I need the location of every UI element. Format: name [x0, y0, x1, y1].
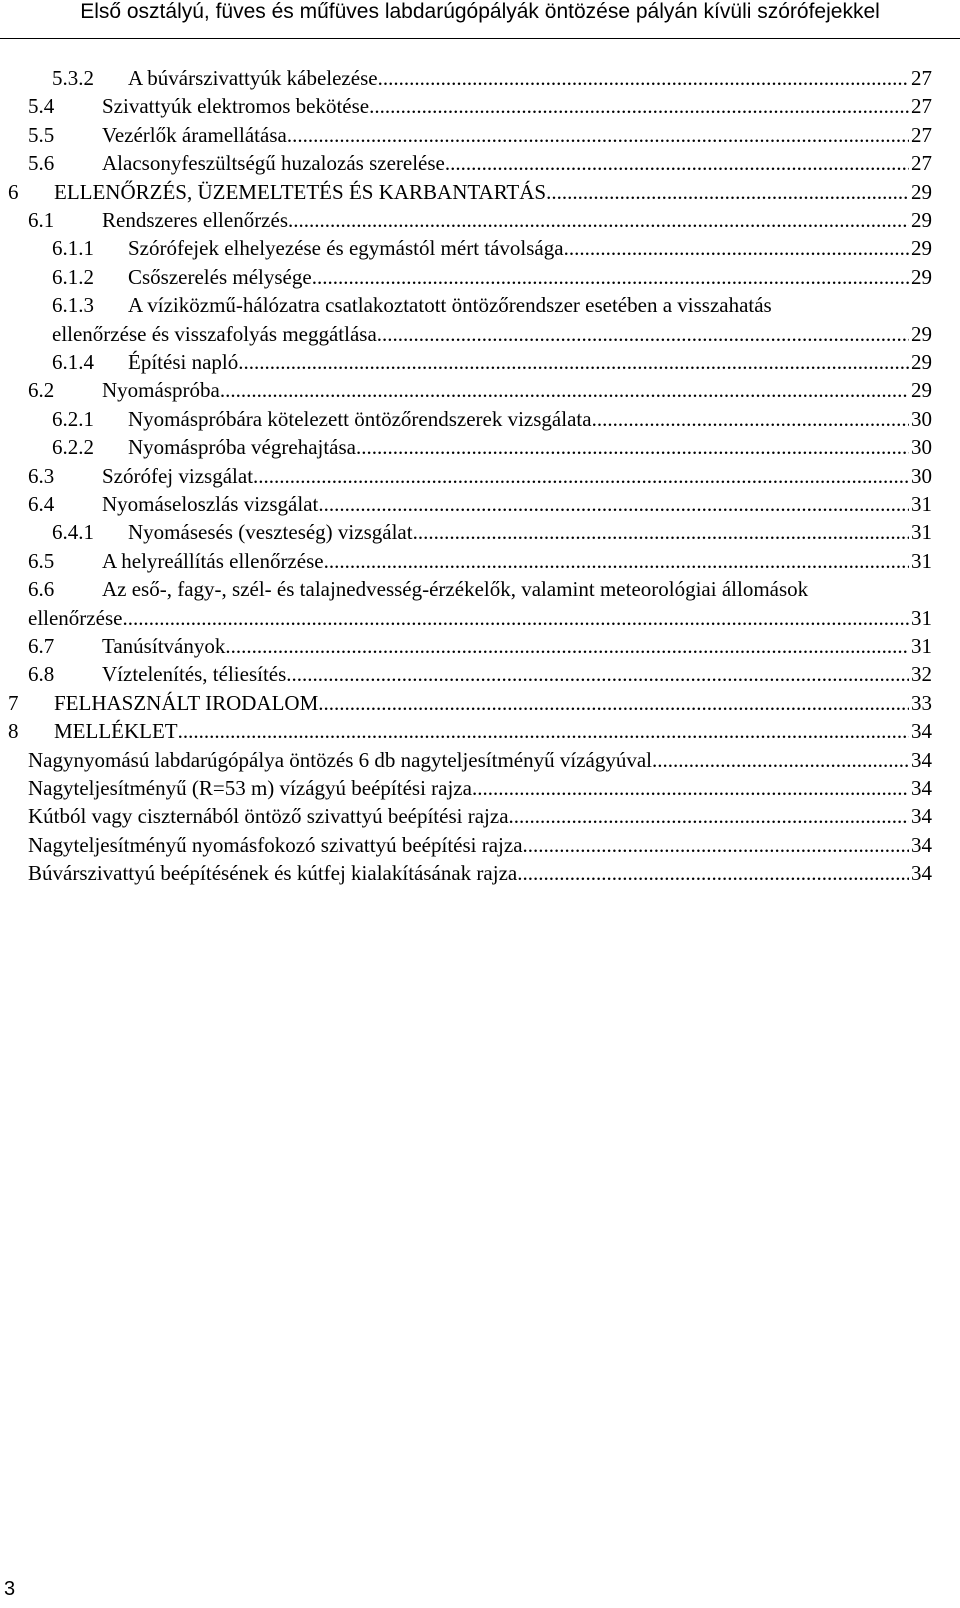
toc-entry[interactable] [0, 291, 932, 320]
toc-leader-dots [378, 64, 909, 93]
toc-entry[interactable] [0, 376, 932, 405]
toc-entry-title: MELLÉKLET [54, 719, 178, 744]
toc-entry-number: 6.7 [28, 634, 55, 658]
toc-leader-dots [122, 604, 909, 633]
toc-entry[interactable] [0, 490, 932, 519]
toc-entry[interactable] [0, 717, 932, 746]
toc-entry[interactable] [0, 774, 932, 803]
toc-entry-number: 6.8 [28, 662, 55, 687]
toc-entry-number: 6.1.2 [52, 264, 94, 289]
toc-entry-page: 34 [911, 804, 932, 829]
toc-entry-page: 32 [911, 662, 932, 687]
toc-entry[interactable] [0, 348, 932, 377]
toc-entry-number: 5.6 [28, 151, 55, 176]
toc-entry-title: A helyreállítás ellenőrzése [102, 548, 324, 573]
toc-entry-page: 34 [911, 747, 932, 772]
toc-leader-dots [413, 518, 909, 547]
toc-entry-title: Nagynyomású labdarúgópálya öntözés 6 db nagyteljesítményű vízágyúval [28, 747, 653, 772]
toc-entry[interactable] [0, 178, 932, 207]
toc-entry-number: 6.2 [28, 378, 55, 403]
toc-entry-number: 6 [8, 179, 19, 204]
toc-leader-dots [238, 348, 909, 377]
toc-entry[interactable] [0, 632, 932, 661]
toc-entry[interactable] [0, 575, 932, 604]
toc-entry-page: 31 [911, 520, 932, 545]
toc-leader-dots [220, 376, 909, 405]
toc-entry[interactable] [0, 206, 932, 235]
toc-leader-dots [324, 547, 909, 576]
running-header [0, 0, 960, 39]
toc-entry-title: Az eső-, fagy-, szél- és talajnedvesség-érzékelők, valamint meteorológiai állomások [102, 577, 809, 602]
toc-entry[interactable] [0, 831, 932, 860]
toc-entry-title: Vezérlők áramellátása [102, 122, 287, 147]
toc-leader-dots [288, 206, 909, 235]
toc-entry-page: 34 [911, 776, 932, 800]
toc-entry-number: 6.1.1 [52, 236, 94, 261]
toc-entry-title: Nagyteljesítményű (R=53 m) vízágyú beépítési rajza [28, 776, 472, 800]
toc-entry-title: Tanúsítványok [102, 634, 226, 658]
toc-entry-page: 34 [911, 861, 932, 886]
toc-entry-page: 29 [911, 236, 932, 261]
toc-entry-page: 31 [911, 548, 932, 573]
toc-entry-title: Csőszerelés mélysége [128, 264, 312, 289]
toc-entry-number: 6.1.4 [52, 350, 94, 374]
toc-entry-number: 7 [8, 690, 19, 715]
toc-entry[interactable] [0, 92, 932, 121]
toc-entry[interactable] [0, 234, 932, 263]
toc-entry-number: 6.4.1 [52, 520, 94, 545]
toc-entry[interactable] [0, 149, 932, 178]
toc-entry-number: 5.3.2 [52, 66, 94, 90]
toc-entry-page: 31 [911, 492, 932, 516]
toc-entry-page: 33 [911, 690, 932, 715]
toc-entry-title: Nyomáspróba végrehajtása [128, 435, 356, 460]
toc-entry-page: 30 [911, 406, 932, 431]
toc-entry-page: 29 [911, 208, 932, 232]
toc-entry-title: Nyomáspróbára kötelezett öntözőrendszerek vizsgálata [128, 406, 592, 431]
toc-entry[interactable] [0, 263, 932, 292]
toc-entry[interactable] [0, 462, 932, 491]
toc-entry-number: 6.5 [28, 548, 55, 573]
toc-leader-dots [517, 859, 909, 888]
toc-entry-title: Építési napló [128, 350, 239, 374]
toc-leader-dots [564, 234, 909, 263]
toc-leader-dots [318, 689, 909, 718]
toc-leader-dots [546, 178, 909, 207]
toc-entry[interactable] [0, 660, 932, 689]
toc-entry[interactable] [0, 64, 932, 93]
toc-entry-title: Szórófej vizsgálat [102, 463, 254, 488]
toc-entry-number: 6.6 [28, 577, 55, 602]
toc-entry-title: Rendszeres ellenőrzés [102, 208, 288, 232]
toc-leader-dots [225, 632, 909, 661]
toc-leader-dots [318, 490, 909, 519]
toc-entry-page: 34 [911, 832, 932, 857]
toc-entry[interactable] [0, 689, 932, 718]
toc-entry-title-continued: ellenőrzése és visszafolyás meggátlása [52, 321, 377, 346]
toc-entry-title: Nyomásesés (veszteség) vizsgálat [128, 520, 413, 545]
toc-entry-page: 29 [911, 378, 932, 403]
toc-entry-title: Kútból vagy ciszternából öntöző szivattyú beépítési rajza [28, 804, 509, 829]
toc-leader-dots [312, 263, 909, 292]
toc-entry-title: Búvárszivattyú beépítésének és kútfej kialakításának rajza [28, 861, 518, 886]
toc-entry-page: 27 [911, 66, 932, 90]
toc-entry-title: FELHASZNÁLT IRODALOM [54, 690, 319, 715]
toc-entry-title: Szórófejek elhelyezése és egymástól mért távolsága [128, 236, 564, 261]
toc-entry-page: 31 [911, 634, 932, 658]
toc-entry-page: 30 [911, 435, 932, 460]
running-header-title: Első osztályú, füves és műfüves labdarúgópályák öntözése pályán kívüli szórófejekkel [80, 0, 880, 23]
toc-entry-title: Alacsonyfeszültségű huzalozás szerelése [102, 151, 445, 176]
toc-leader-dots [652, 746, 909, 775]
toc-entry-title: A búvárszivattyúk kábelezése [128, 66, 378, 90]
toc-entry-number: 6.2.2 [52, 435, 94, 460]
toc-entry-page: 27 [911, 122, 932, 147]
toc-entry-title: A víziközmű-hálózatra csatlakoztatott öntözőrendszer esetében a visszahatás [128, 293, 772, 318]
toc-entry-page: 34 [911, 719, 932, 744]
toc-entry[interactable] [0, 547, 932, 576]
toc-entry[interactable] [0, 518, 932, 547]
toc-entry-number: 6.2.1 [52, 406, 94, 431]
toc-entry-number: 6.1 [28, 208, 55, 232]
page-number: 3 [4, 1578, 16, 1600]
toc-leader-dots [592, 405, 909, 434]
toc-entry-title: ELLENŐRZÉS, ÜZEMELTETÉS ÉS KARBANTARTÁS [54, 179, 547, 204]
toc-leader-dots [369, 92, 909, 121]
toc-entry-number: 8 [8, 719, 19, 744]
toc-leader-dots [253, 462, 909, 491]
toc-entry-page: 27 [911, 151, 932, 176]
toc-entry-title: Víztelenítés, téliesítés [102, 662, 287, 687]
toc-entry-number: 6.4 [28, 492, 55, 516]
toc-entry[interactable] [0, 405, 932, 434]
toc-entry[interactable] [0, 121, 932, 150]
toc-leader-dots [286, 660, 909, 689]
toc-entry-continuation[interactable] [0, 604, 932, 633]
toc-leader-dots [178, 717, 909, 746]
toc-entry-number: 6.1.3 [52, 293, 94, 318]
toc-leader-dots [523, 831, 909, 860]
toc-entry[interactable] [0, 746, 932, 775]
toc-entry[interactable] [0, 859, 932, 888]
toc-leader-dots [287, 121, 909, 150]
toc-entry-number: 5.4 [28, 94, 55, 119]
toc-entry[interactable] [0, 802, 932, 831]
toc-entry-page: 29 [911, 350, 932, 374]
toc-entry-page: 30 [911, 463, 932, 488]
toc-entry-page: 29 [911, 264, 932, 289]
toc-leader-dots [377, 320, 909, 349]
toc-leader-dots [472, 774, 909, 803]
toc-entry-page: 29 [911, 321, 932, 346]
toc-leader-dots [445, 149, 909, 178]
toc-entry-number: 6.3 [28, 463, 55, 488]
toc-entry-title: Nyomáspróba [102, 378, 220, 403]
toc-entry[interactable] [0, 433, 932, 462]
toc-entry-number: 5.5 [28, 122, 55, 147]
toc-entry-title: Nyomáseloszlás vizsgálat [102, 492, 319, 516]
toc-entry-page: 29 [911, 179, 932, 204]
toc-entry-page: 31 [911, 605, 932, 630]
toc-leader-dots [356, 433, 909, 462]
toc-leader-dots [509, 802, 909, 831]
toc-entry-title-continued: ellenőrzése [28, 605, 123, 630]
toc-entry-title: Szivattyúk elektromos bekötése [102, 94, 370, 119]
toc-entry-continuation[interactable] [0, 320, 932, 349]
toc-entry-title: Nagyteljesítményű nyomásfokozó szivattyú beépítési rajza [28, 832, 523, 857]
toc-entry-page: 27 [911, 94, 932, 119]
